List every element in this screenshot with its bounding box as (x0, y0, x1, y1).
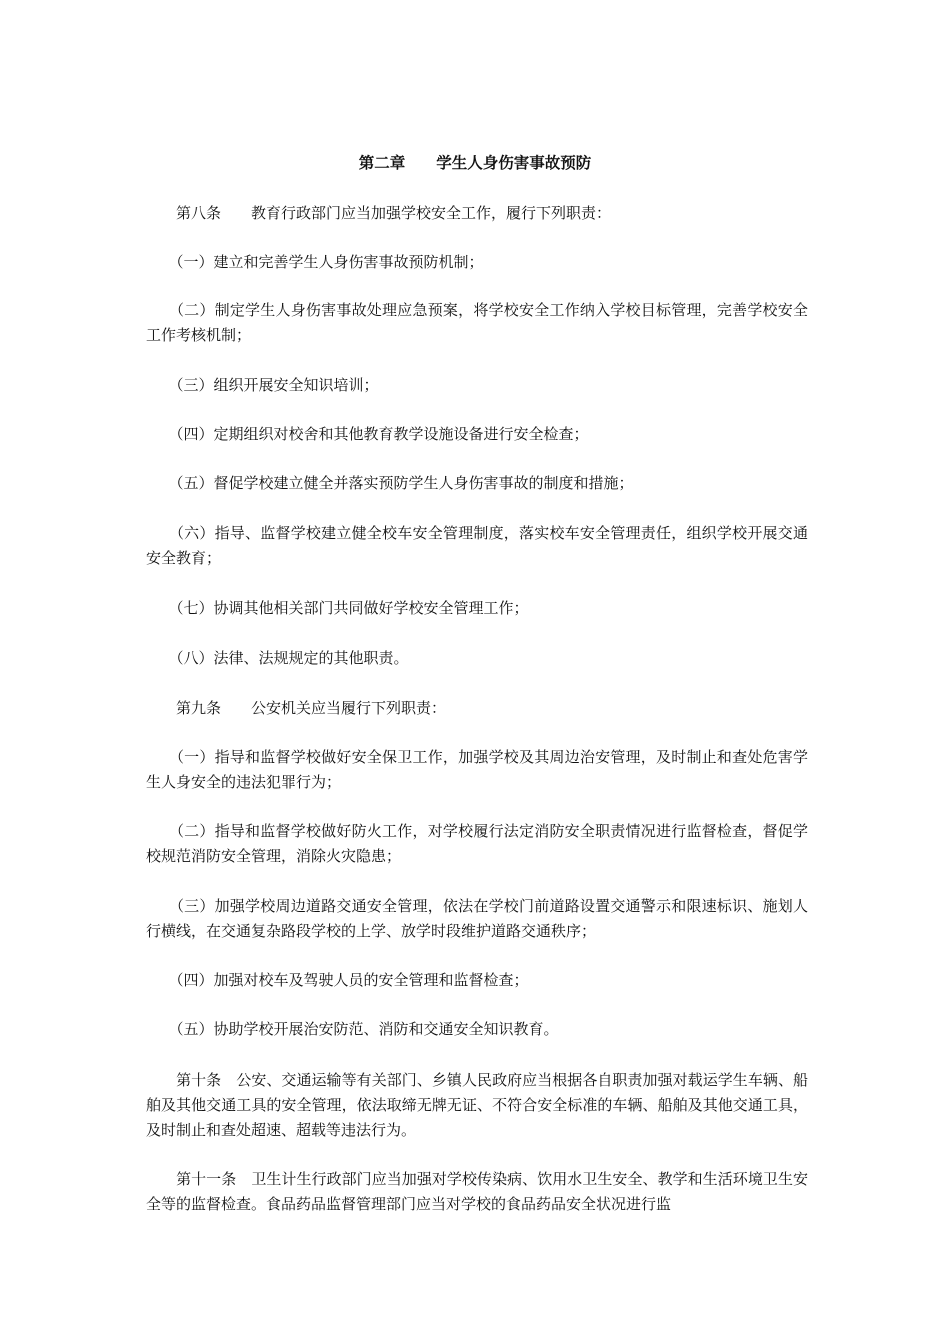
article-8-item-3: （三）组织开展安全知识培训； (146, 376, 379, 394)
chapter-title: 第二章 学生人身伤害事故预防 (358, 154, 592, 172)
article-8-item-8: （八）法律、法规规定的其他职责。 (146, 649, 409, 667)
article-8-heading: 第八条 教育行政部门应当加强学校安全工作，履行下列职责： (146, 204, 612, 222)
article-9-item-1: （一）指导和监督学校做好安全保卫工作，加强学校及其周边治安管理，及时制止和查处危害学生人身安全的违法犯罪行为； (146, 748, 808, 791)
article-8-item-2: （二）制定学生人身伤害事故处理应急预案，将学校安全工作纳入学校目标管理，完善学校安全工作考核机制； (146, 301, 808, 344)
article-8-item-6: （六）指导、监督学校建立健全校车安全管理制度，落实校车安全管理责任，组织学校开展交通安全教育； (146, 524, 808, 567)
article-8-item-7: （七）协调其他相关部门共同做好学校安全管理工作； (146, 599, 529, 617)
article-9-item-5: （五）协助学校开展治安防范、消防和交通安全知识教育。 (146, 1020, 559, 1038)
article-9-item-4: （四）加强对校车及驾驶人员的安全管理和监督检查； (146, 971, 529, 989)
article-9-item-3: （三）加强学校周边道路交通安全管理，依法在学校门前道路设置交通警示和限速标识、施划人行横线，在交通复杂路段学校的上学、放学时段维护道路交通秩序； (146, 897, 808, 940)
article-9-item-2: （二）指导和监督学校做好防火工作，对学校履行法定消防安全职责情况进行监督检查，督促学校规范消防安全管理，消除火灾隐患； (146, 822, 808, 865)
article-8-item-1: （一）建立和完善学生人身伤害事故预防机制； (146, 253, 484, 271)
article-8-item-4: （四）定期组织对校舍和其他教育教学设施设备进行安全检查； (146, 425, 589, 443)
article-9-heading: 第九条 公安机关应当履行下列职责： (146, 699, 447, 717)
article-10: 第十条 公安、交通运输等有关部门、乡镇人民政府应当根据各自职责加强对载运学生车辆、船舶及其他交通工具的安全管理，依法取缔无牌无证、不符合安全标准的车辆、船舶及其他交通工具，及时制止和查处超速、超载等违法行为。 (146, 1071, 808, 1139)
article-8-item-5: （五）督促学校建立健全并落实预防学生人身伤害事故的制度和措施； (146, 474, 634, 492)
article-11: 第十一条 卫生计生行政部门应当加强对学校传染病、饮用水卫生安全、教学和生活环境卫生安全等的监督检查。食品药品监督管理部门应当对学校的食品药品安全状况进行监 (146, 1170, 808, 1213)
